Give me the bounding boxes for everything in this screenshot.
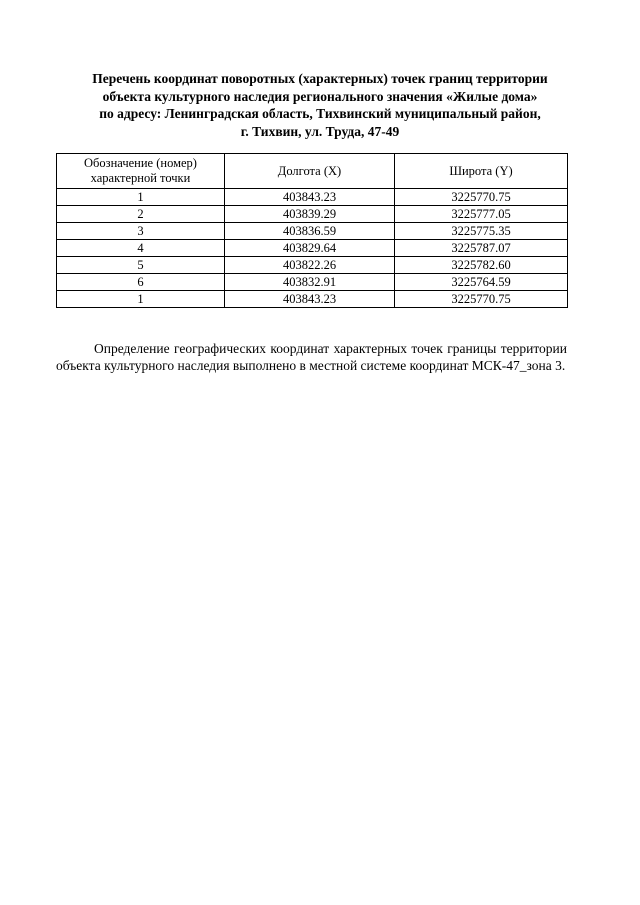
title-line-4: г. Тихвин, ул. Труда, 47-49	[240, 123, 400, 139]
table-row	[57, 257, 568, 274]
table-row	[57, 206, 568, 223]
header-longitude-x: Долгота (X)	[225, 154, 395, 189]
document-title	[60, 70, 580, 140]
cell-point: 6	[57, 274, 225, 291]
title-line-1: Перечень координат поворотных (характерных) точек границ территории	[92, 71, 548, 86]
cell-x: 403839.29	[225, 206, 395, 223]
cell-point: 1	[57, 291, 225, 308]
header-point-designation	[57, 154, 225, 189]
header-point-line-1: Обозначение (номер)	[84, 156, 197, 170]
cell-point: 3	[57, 223, 225, 240]
coordinate-system-note: Определение географических координат характерных точек границы территории объекта культурного наследия выполнено в местной системе координат МСК-47_зона 3.	[56, 340, 567, 373]
cell-y: 3225782.60	[395, 257, 568, 274]
cell-x: 403843.23	[225, 189, 395, 206]
cell-x: 403829.64	[225, 240, 395, 257]
title-line-3: по адресу: Ленинградская область, Тихвинский муниципальный район,	[99, 106, 541, 121]
cell-y: 3225770.75	[395, 189, 568, 206]
cell-y: 3225775.35	[395, 223, 568, 240]
cell-x: 403836.59	[225, 223, 395, 240]
cell-point: 1	[57, 189, 225, 206]
cell-x: 403832.91	[225, 274, 395, 291]
cell-y: 3225770.75	[395, 291, 568, 308]
cell-x: 403822.26	[225, 257, 395, 274]
cell-x: 403843.23	[225, 291, 395, 308]
header-point-line-2: характерной точки	[90, 171, 191, 185]
cell-y: 3225787.07	[395, 240, 568, 257]
title-line-2: объекта культурного наследия регионального значения «Жилые дома»	[102, 88, 538, 104]
cell-y: 3225777.05	[395, 206, 568, 223]
table-row	[57, 274, 568, 291]
table-header-row	[57, 154, 568, 189]
cell-point: 4	[57, 240, 225, 257]
table-row	[57, 240, 568, 257]
table-row	[57, 223, 568, 240]
cell-point: 2	[57, 206, 225, 223]
table-row	[57, 189, 568, 206]
header-latitude-y: Широта (Y)	[395, 154, 568, 189]
cell-point: 5	[57, 257, 225, 274]
coordinates-table	[56, 153, 568, 308]
table-row	[57, 291, 568, 308]
cell-y: 3225764.59	[395, 274, 568, 291]
